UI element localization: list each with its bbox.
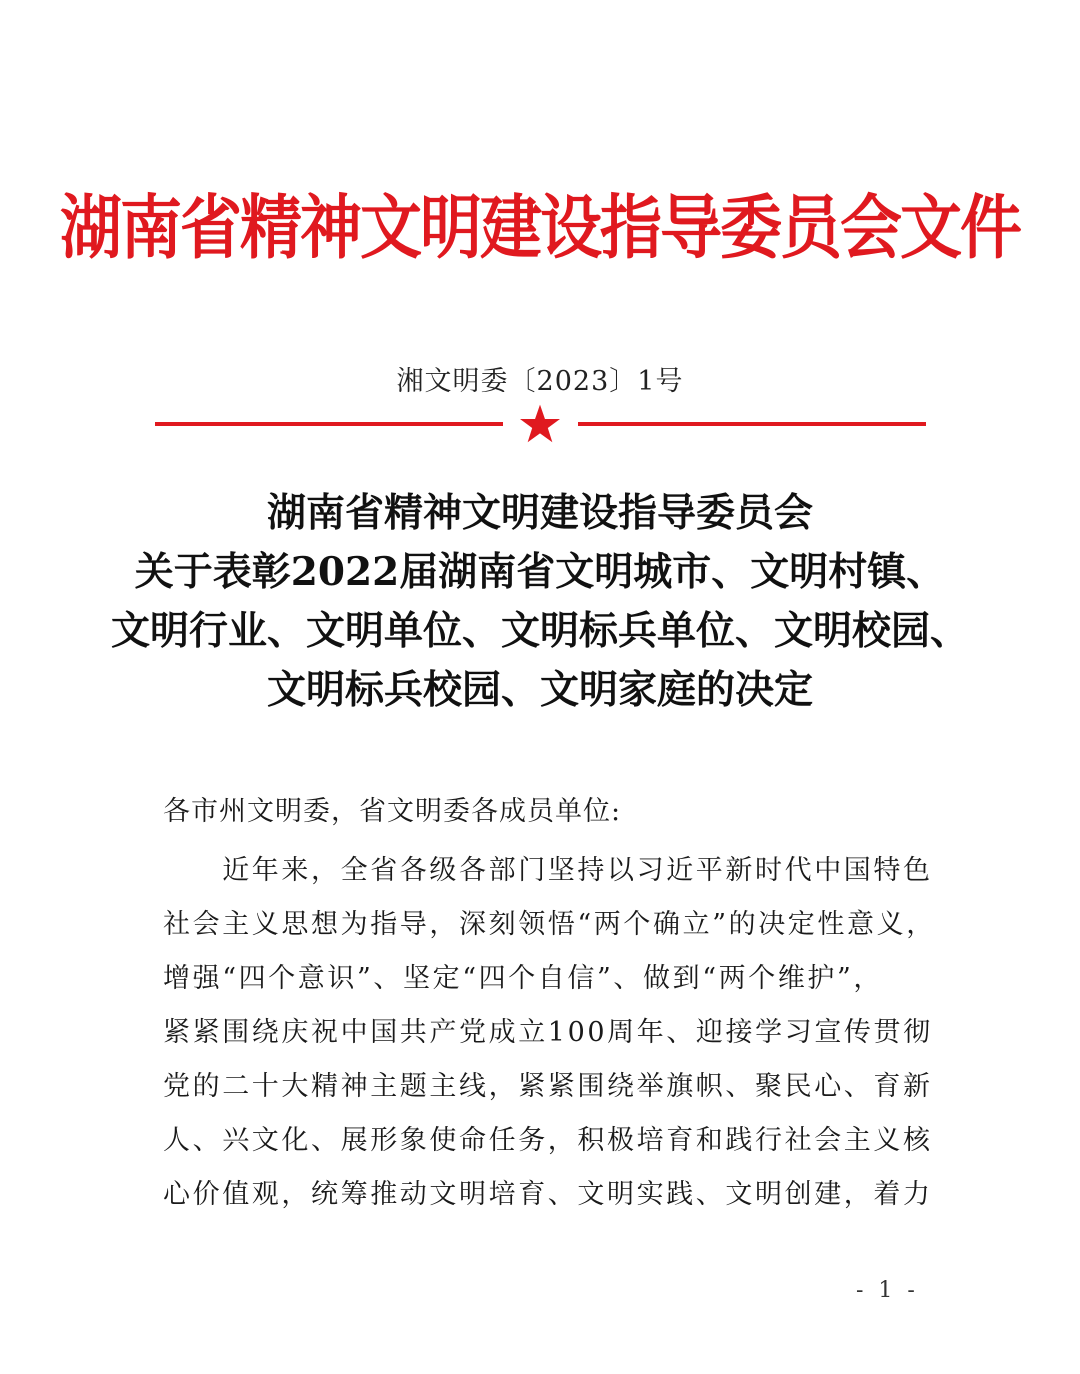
body-line: 党的二十大精神主题主线，紧紧围绕举旗帜、聚民心、育新 bbox=[163, 1071, 933, 1102]
body-line: 人、兴文化、展形象使命任务，积极培育和践行社会主义核 bbox=[163, 1125, 933, 1156]
body-line: 紧紧围绕庆祝中国共产党成立100周年、迎接学习宣传贯彻 bbox=[163, 1017, 933, 1048]
decision-title-line: 文明标兵校园、文明家庭的决定 bbox=[266, 667, 813, 713]
decision-title-line: 湖南省精神文明建设指导委员会 bbox=[266, 490, 813, 536]
body-line: 近年来，全省各级各部门坚持以习近平新时代中国特色 bbox=[163, 855, 933, 886]
body-line: 社会主义思想为指导，深刻领悟“两个确立”的决定性意义， bbox=[163, 909, 936, 940]
red-rule-left bbox=[155, 422, 503, 426]
decision-title-line: 关于表彰2022届湖南省文明城市、文明村镇、 bbox=[134, 549, 946, 595]
decision-title bbox=[0, 484, 1080, 720]
org-header-title: 湖南省精神文明建设指导委员会文件 bbox=[59, 186, 1020, 269]
red-rule-right bbox=[578, 422, 926, 426]
body-paragraph bbox=[163, 844, 936, 1222]
page-number: - 1 - bbox=[856, 1278, 919, 1303]
star-icon bbox=[519, 403, 561, 445]
salutation: 各市州文明委，省文明委各成员单位: bbox=[163, 796, 622, 827]
body-line: 心价值观，统筹推动文明培育、文明实践、文明创建，着力 bbox=[163, 1179, 933, 1210]
decision-title-line: 文明行业、文明单位、文明标兵单位、文明校园、 bbox=[110, 608, 969, 654]
body-line: 增强“四个意识”、坚定“四个自信”、做到“两个维护”， bbox=[163, 963, 884, 994]
document-number: 湘文明委〔2023〕1号 bbox=[396, 366, 684, 397]
